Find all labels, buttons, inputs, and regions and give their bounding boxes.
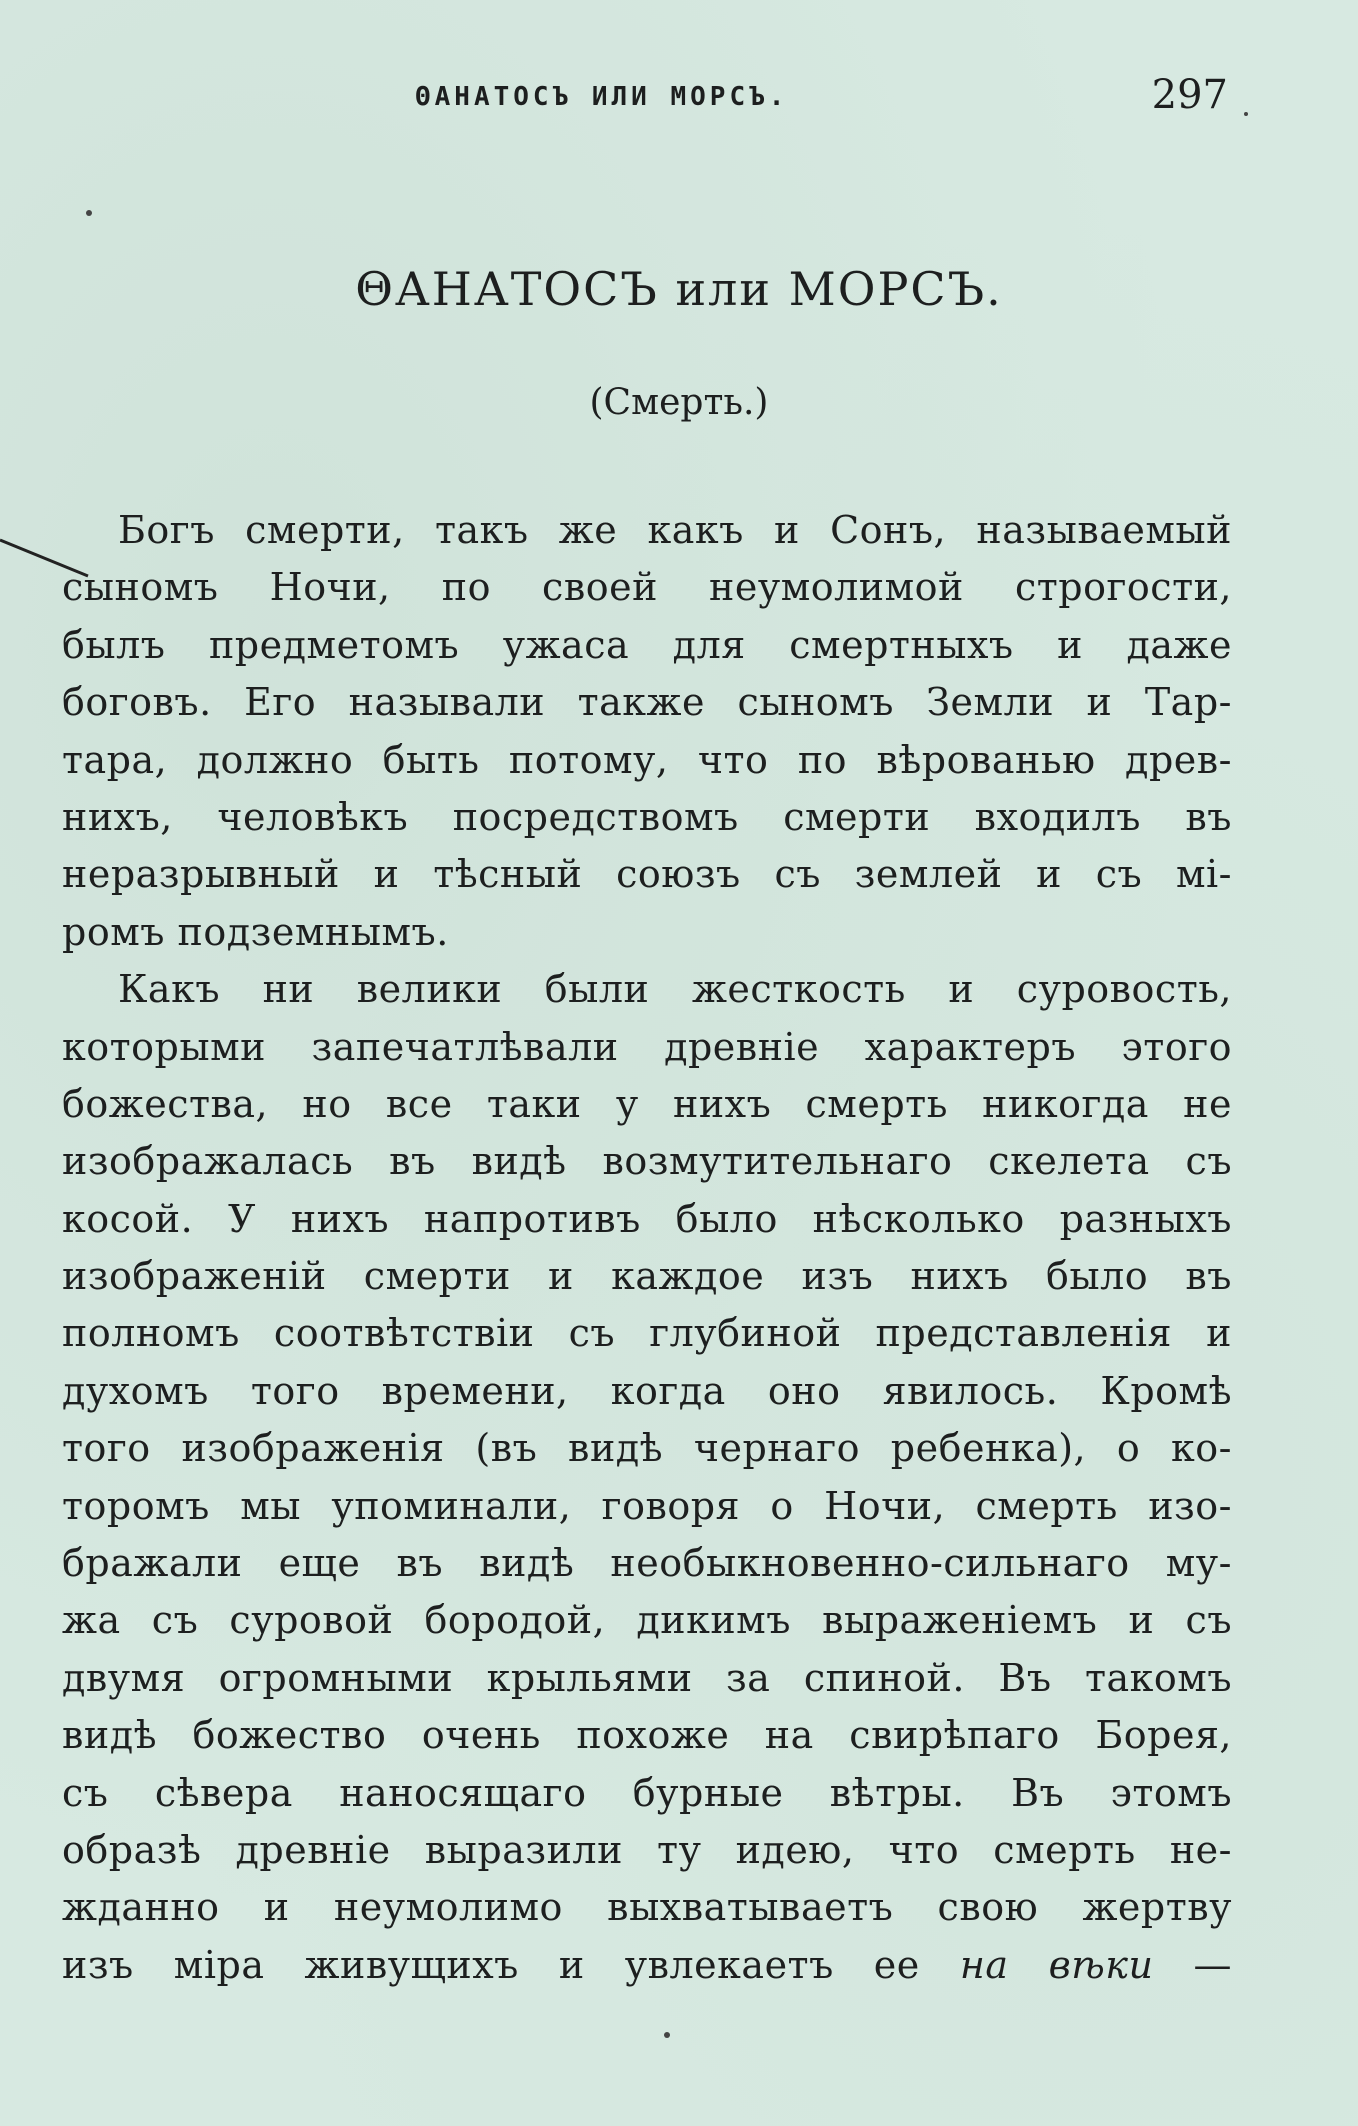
text-line: которыми запечатлѣвали древніе характеръ этого <box>62 1024 1232 1069</box>
text-line: боговъ. Его называли также сыномъ Земли и Тар- <box>62 680 1232 725</box>
article-title: ΘАНАТОСЪ или МОРСЪ. <box>355 262 1003 316</box>
text-line: изображалась въ видѣ возмутительнаго скелета съ <box>62 1139 1232 1184</box>
text-line: жа съ суровой бородой, дикимъ выраженіемъ и съ <box>62 1598 1232 1643</box>
text-line: изображеній смерти и каждое изъ нихъ было въ <box>62 1254 1232 1299</box>
text-line: того изображенія (въ видѣ чернаго ребенка), о ко- <box>62 1426 1232 1471</box>
ink-speck <box>664 2032 670 2038</box>
text-line: торомъ мы упоминали, говоря о Ночи, смерть изо- <box>62 1483 1232 1528</box>
page-number: 297 <box>1151 72 1228 118</box>
text-line: полномъ соотвѣтствіи съ глубиной представленія и <box>62 1311 1232 1356</box>
text-line: образѣ древніе выразили ту идею, что смерть не- <box>62 1827 1232 1872</box>
text-line: ромъ подземнымъ. <box>62 909 449 954</box>
text-line: духомъ того времени, когда оно явилось. Кромѣ <box>62 1368 1232 1413</box>
text-line: тара, должно быть потому, что по вѣрованью древ- <box>62 737 1232 782</box>
final-dash: — <box>1193 1942 1232 1987</box>
running-header <box>0 72 1358 122</box>
text-line: нихъ, человѣкъ посредствомъ смерти входилъ въ <box>62 794 1232 839</box>
text-line: косой. У нихъ напротивъ было нѣсколько разныхъ <box>62 1196 1232 1241</box>
text-line: божества, но все таки у нихъ смерть никогда не <box>62 1081 1232 1126</box>
text-line: жданно и неумолимо выхватываетъ свою жертву <box>62 1885 1232 1930</box>
text-line: Какъ ни велики были жесткость и суровость, <box>118 967 1232 1012</box>
text-line: Богъ смерти, такъ же какъ и Сонъ, называемый <box>118 508 1232 552</box>
text-line-final <box>62 1937 1232 1994</box>
text-line: бражали еще въ видѣ необыкновенно-сильнаго му- <box>62 1541 1232 1586</box>
article-subtitle: (Смерть.) <box>589 382 769 423</box>
text-line: былъ предметомъ ужаса для смертныхъ и даже <box>62 622 1232 667</box>
text-line: двумя огромными крыльями за спиной. Въ такомъ <box>62 1655 1232 1700</box>
text-line: сыномъ Ночи, по своей неумолимой строгости, <box>62 565 1232 610</box>
text-line: съ сѣвера наносящаго бурные вѣтры. Въ этомъ <box>62 1770 1232 1815</box>
running-title: ΘАНАТОСЪ ИЛИ МОРСЪ. <box>415 82 789 112</box>
text-line: неразрывный и тѣсный союзъ съ землей и съ мі- <box>62 852 1232 897</box>
italic-phrase: на вѣки <box>959 1942 1154 1987</box>
text-line: видѣ божество очень похоже на свирѣпаго Борея, <box>62 1713 1232 1758</box>
article-body <box>62 502 1232 1994</box>
final-line-text: изъ міра живущихъ и увлекаетъ ее <box>62 1942 920 1987</box>
ink-speck <box>86 210 92 216</box>
